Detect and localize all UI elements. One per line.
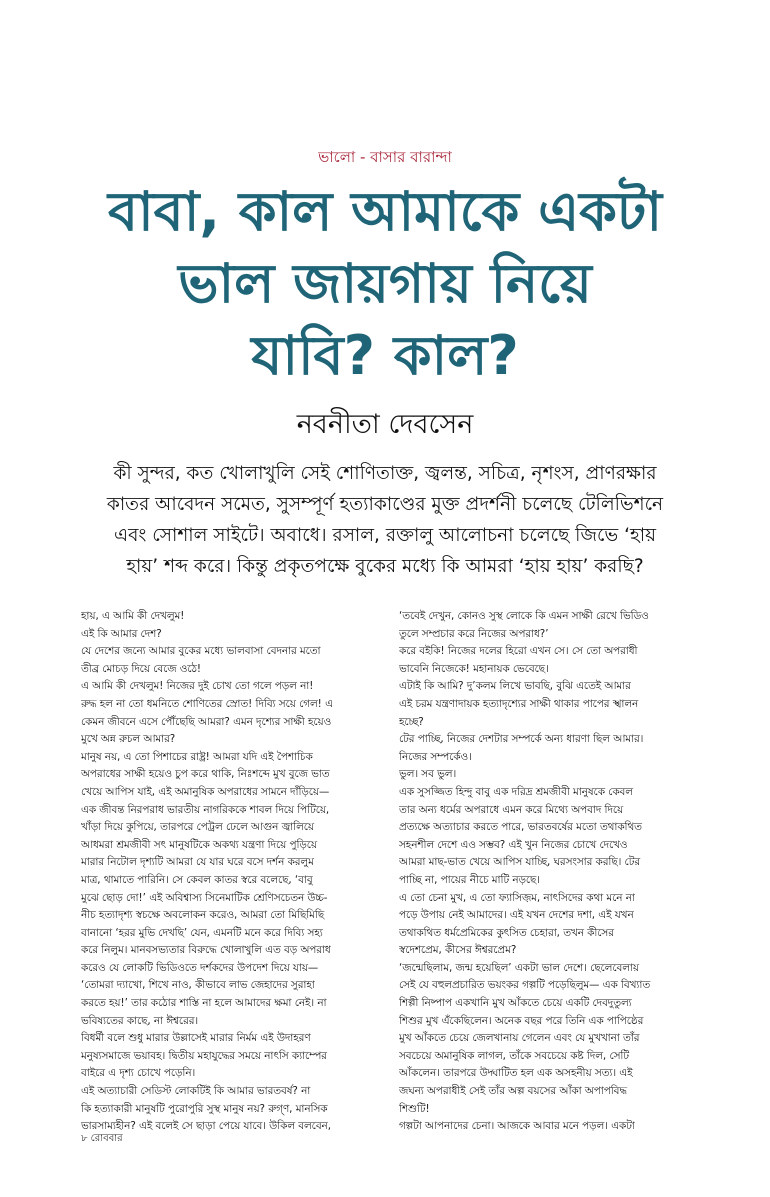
body-line: খাঁড়া দিয়ে কুপিয়ে, তারপরে পেট্রল ঢেলে আগুন জ্বালিয়ে [81, 821, 314, 834]
body-line: শিশুটি! [399, 1102, 430, 1115]
body-line: ‘তোমরা দ্যাখো, শিখে নাও, কীভাবে লাভ জেহাদের সুরাহা [81, 979, 315, 992]
headline-line: যাবি? কাল? [251, 324, 519, 387]
body-line: এ তো চেনা মুখ, এ তো ফ্যাসিজ়ম, নাৎসিদের কথা মনে না [399, 891, 635, 904]
body-line: মনুষ্যসমাজে ভয়াবহ। দ্বিতীয় মহাযুদ্ধের সময়ে নাৎসি ক্যাম্পের [81, 1049, 327, 1062]
body-line: ‘তবেই দেখুন, কোনও সুস্থ লোকে কি এমন সাক্ষী রেখে ভিডিও [399, 610, 649, 622]
body-line: টের পাচ্ছি, নিজের দেশটার সম্পর্কে অন্য ধারণা ছিল আমার। [399, 733, 644, 746]
lede-line: হায়’ শব্দ করে। কিন্তু প্রকৃতপক্ষে বুকের মধ্যে কি আমরা ‘হায় হায়’ করছি? [126, 556, 644, 577]
body-line: করেও যে লোকটি ভিডিওতে দর্শকদের উপদেশ দিয়ে যায়— [81, 961, 319, 974]
lede-line: কী সুন্দর, কত খোলাখুলি সেই শোণিতাক্ত, জ্বলন্ত, সচিত্র, নৃশংস, প্রাণরক্ষার [113, 463, 657, 484]
author-byline: নবনীতা দেবসেন [296, 409, 474, 440]
body-line: কেমন জীবনে এসে পৌঁছেছি আমরা? এমন দৃশ্যের সাক্ষী হয়েও [81, 715, 332, 728]
body-line: সেই যে বহুলপ্রচারিত ভয়ংকর গল্পটি পড়েছিলুম— এক বিখ্যাত [399, 979, 651, 992]
body-line: গল্পটা আপনাদের চেনা। আজকে আবার মনে পড়ল। একটা [399, 1120, 635, 1133]
body-line: শিল্পী নিষ্পাপ একখানি মুখ আঁকতে চেয়ে একটি দেবদুতুল্য [399, 997, 632, 1010]
body-line: শিশুর মুখ এঁকেছিলেন। অনেক বছর পরে তিনি এক পাপিষ্ঠের [399, 1014, 644, 1027]
body-line: করে নিলুম। মানবসভ্যতার বিরুদ্ধে খোলাখুলি এত বড় অপরাধ [81, 944, 331, 957]
body-line: ‘জন্মেছিলাম, জন্ম হয়েছিল’ একটা ভাল দেশে। ছেলেবেলায় [399, 961, 639, 974]
left-column [81, 608, 373, 1136]
body-line: মারার নিটোল দৃশ্যটি আমরা যে যার ঘরে বসে দর্শন করলুম [81, 856, 314, 869]
body-line: মুঝে ছোড় দো!’ এই অবিশ্বাস্য সিনেমাটিক শ্রেণিসচেতন উচ্চ- [81, 891, 328, 904]
right-column [399, 608, 691, 1136]
body-line: নীচ হত্যাদৃশ্য স্বচক্ষে অবলোকন করেও, আমরা তো মিছিমিছি [81, 909, 325, 922]
body-line: ভবিষ্যতের কাছে, না ঈশ্বরের। [81, 1014, 199, 1027]
body-line: করে বইকি! নিজের দলের হিরো এখন সে। সে তো অপরাধী [399, 645, 638, 658]
body-line: প্রত্যক্ষে অত্যাচার করতে পারে, ভারতবর্ষের মতো তথাকথিত [399, 821, 642, 834]
body-line: এই কি আমার দেশ? [81, 627, 162, 640]
body-line: বিধর্মী বলে শুধু মারার উল্লাসেই মারার নির্মম এই উদাহরণ [81, 1032, 311, 1045]
body-line: এ আমি কী দেখলুম! নিজের দুই চোখ তো গলে পড়ল না! [81, 680, 314, 693]
body-line: তার অন্য ধর্মের অপরাধে এমন করে মিথ্যে অপবাদ দিয়ে [399, 803, 624, 816]
body-line: নিজের সম্পর্কেও। [399, 750, 472, 763]
body-line: সহনশীল দেশে এও সম্ভব? এই খুন নিজের চোখে দেখেও [399, 838, 628, 851]
page-footer: ৮ রোববার [81, 1133, 123, 1144]
body-line: করতে হয়!’ তার কঠোর শাস্তি না হলে আমাদের ক্ষমা নেই। না [81, 997, 327, 1010]
body-line: বাইরে এ দৃশ্য চোখে পড়েনি। [81, 1067, 196, 1080]
body-line: তীব্র মোচড় দিয়ে বেজে ওঠে! [81, 662, 202, 675]
body-line: পাচ্ছি না, পায়ের নীচে মাটি নড়ছে। [399, 873, 540, 886]
body-line: খেয়ে আপিস যাই, এই অমানুষিক অপরাধের সামনে দাঁড়িয়ে— [81, 785, 330, 798]
body-line: ভারসাম্যহীন? এই বলেই সে ছাড়া পেয়ে যাবে। উকিল বলবেন, [81, 1120, 331, 1133]
body-line: এই অত্যাচারী সেডিস্ট লোকটিই কি আমার ভারতবর্ষ? না [81, 1085, 311, 1098]
body-line: তথাকথিত ধর্মপ্রেমিকের কুৎসিত চেহারা, তখন কীসের [399, 926, 614, 939]
body-line: তুলে সম্প্রচার করে নিজের অপরাধ?’ [399, 627, 549, 640]
headline-line: ভাল জায়গায় নিয়ে [178, 252, 592, 315]
body-line: হায়, এ আমি কী দেখলুম! [81, 610, 185, 622]
body-line: মুখে অন্ন রুচল আমার? [81, 733, 176, 746]
lede-line: কাতর আবেদন সমেত, সুসম্পূর্ণ হত্যাকাণ্ডের মুক্ত প্রদর্শনী চলেছে টেলিভিশনে [106, 494, 664, 515]
body-line: ভুল। সব ভুল। [399, 768, 457, 781]
body-line: আধমরা শ্রমজীবী সৎ মানুষটিকে অকথ্য যন্ত্রণা দিয়ে পুড়িয়ে [81, 838, 317, 851]
body-line: কি হত্যাকারী মানুষটি পুরোপুরি সুস্থ মানুষ নয়? রুগ্ণ, মানসিক [81, 1102, 328, 1115]
body-line: এক সুসজ্জিত হিন্দু বাবু এক দরিদ্র শ্রমজীবী মানুষকে কেবল [399, 785, 633, 798]
body-line: যে দেশের জন্যে আমার বুকের মধ্যে ভালবাসা বেদনার মতো [81, 645, 321, 658]
lede-paragraph [70, 458, 700, 582]
body-line: অপরাধের সাক্ষী হয়েও চুপ করে থাকি, নিঃশব্দে মুখ বুজে ভাত [81, 768, 330, 781]
body-line: আঁকলেন। তারপরে উদ্ঘাটিত হল এক অসহনীয় সত্য। এই [399, 1067, 633, 1080]
body-line: এই চরম যন্ত্রণাদায়ক হত্যাদৃশ্যের সাক্ষী থাকার পাপের স্খালন [399, 697, 639, 710]
body-line: হচ্ছে? [399, 715, 424, 728]
body-line: পড়ে উপায় নেই আমাদের। এই যখন দেশের দশা, এই যখন [399, 909, 634, 922]
body-line: বানানো ‘হরর মুভি দেখছি’ যেন, এমনটি মনে করে দিব্যি সহ্য [81, 926, 323, 939]
lede-line: এবং সোশাল সাইটে। অবাধে। রসাল, রক্তালু আলোচনা চলেছে জিভে ‘হায় [114, 525, 656, 546]
body-line: স্বদেশপ্রেম, কীসের ঈশ্বরপ্রেম? [399, 944, 517, 957]
body-line: ভাবেনি নিজেকে! মহানায়ক ভেবেছে। [399, 662, 549, 675]
section-label: ভালো - বাসার বারান্দা [318, 148, 452, 166]
body-line: জঘন্য অপরাধীই সেই তাঁর অল্প বয়সের আঁকা অপাপবিদ্ধ [399, 1085, 627, 1098]
headline [40, 176, 730, 392]
body-line: রুদ্ধ হল না তো ধমনিতে শোণিতের স্রোত! দিব্যি সয়ে গেল! এ [81, 697, 333, 710]
body-line: এটাই কি আমি? দু’কলম লিখে ভাবছি, বুঝি এতেই আমার [399, 680, 631, 693]
headline-line: বাবা, কাল আমাকে একটা [107, 180, 663, 243]
body-line: সবচেয়ে অমানুষিক লাগল, তাঁকে সবচেয়ে কষ্ট দিল, সেটি [399, 1049, 629, 1062]
body-line: মাত্র, থামাতে পারিনি। সে কেবল কাতর স্বরে বলেছে, ‘বাবু [81, 873, 313, 886]
body-line: এক জীবন্ত নিরপরাধ ভারতীয় নাগরিককে শাবল দিয়ে পিটিয়ে, [81, 803, 330, 816]
body-line: মানুষ নয়, এ তো পিশাচের রাষ্ট্র! আমরা যদি এই পৈশাচিক [81, 750, 313, 763]
body-line: মুখ আঁকতে চেয়ে জেলখানায় গেলেন এবং যে মুখখানা তাঁর [399, 1032, 640, 1045]
body-line: আমরা মাছ-ভাত খেয়ে আপিস যাচ্ছি, ঘরসংসার করছি। টের [399, 856, 641, 869]
